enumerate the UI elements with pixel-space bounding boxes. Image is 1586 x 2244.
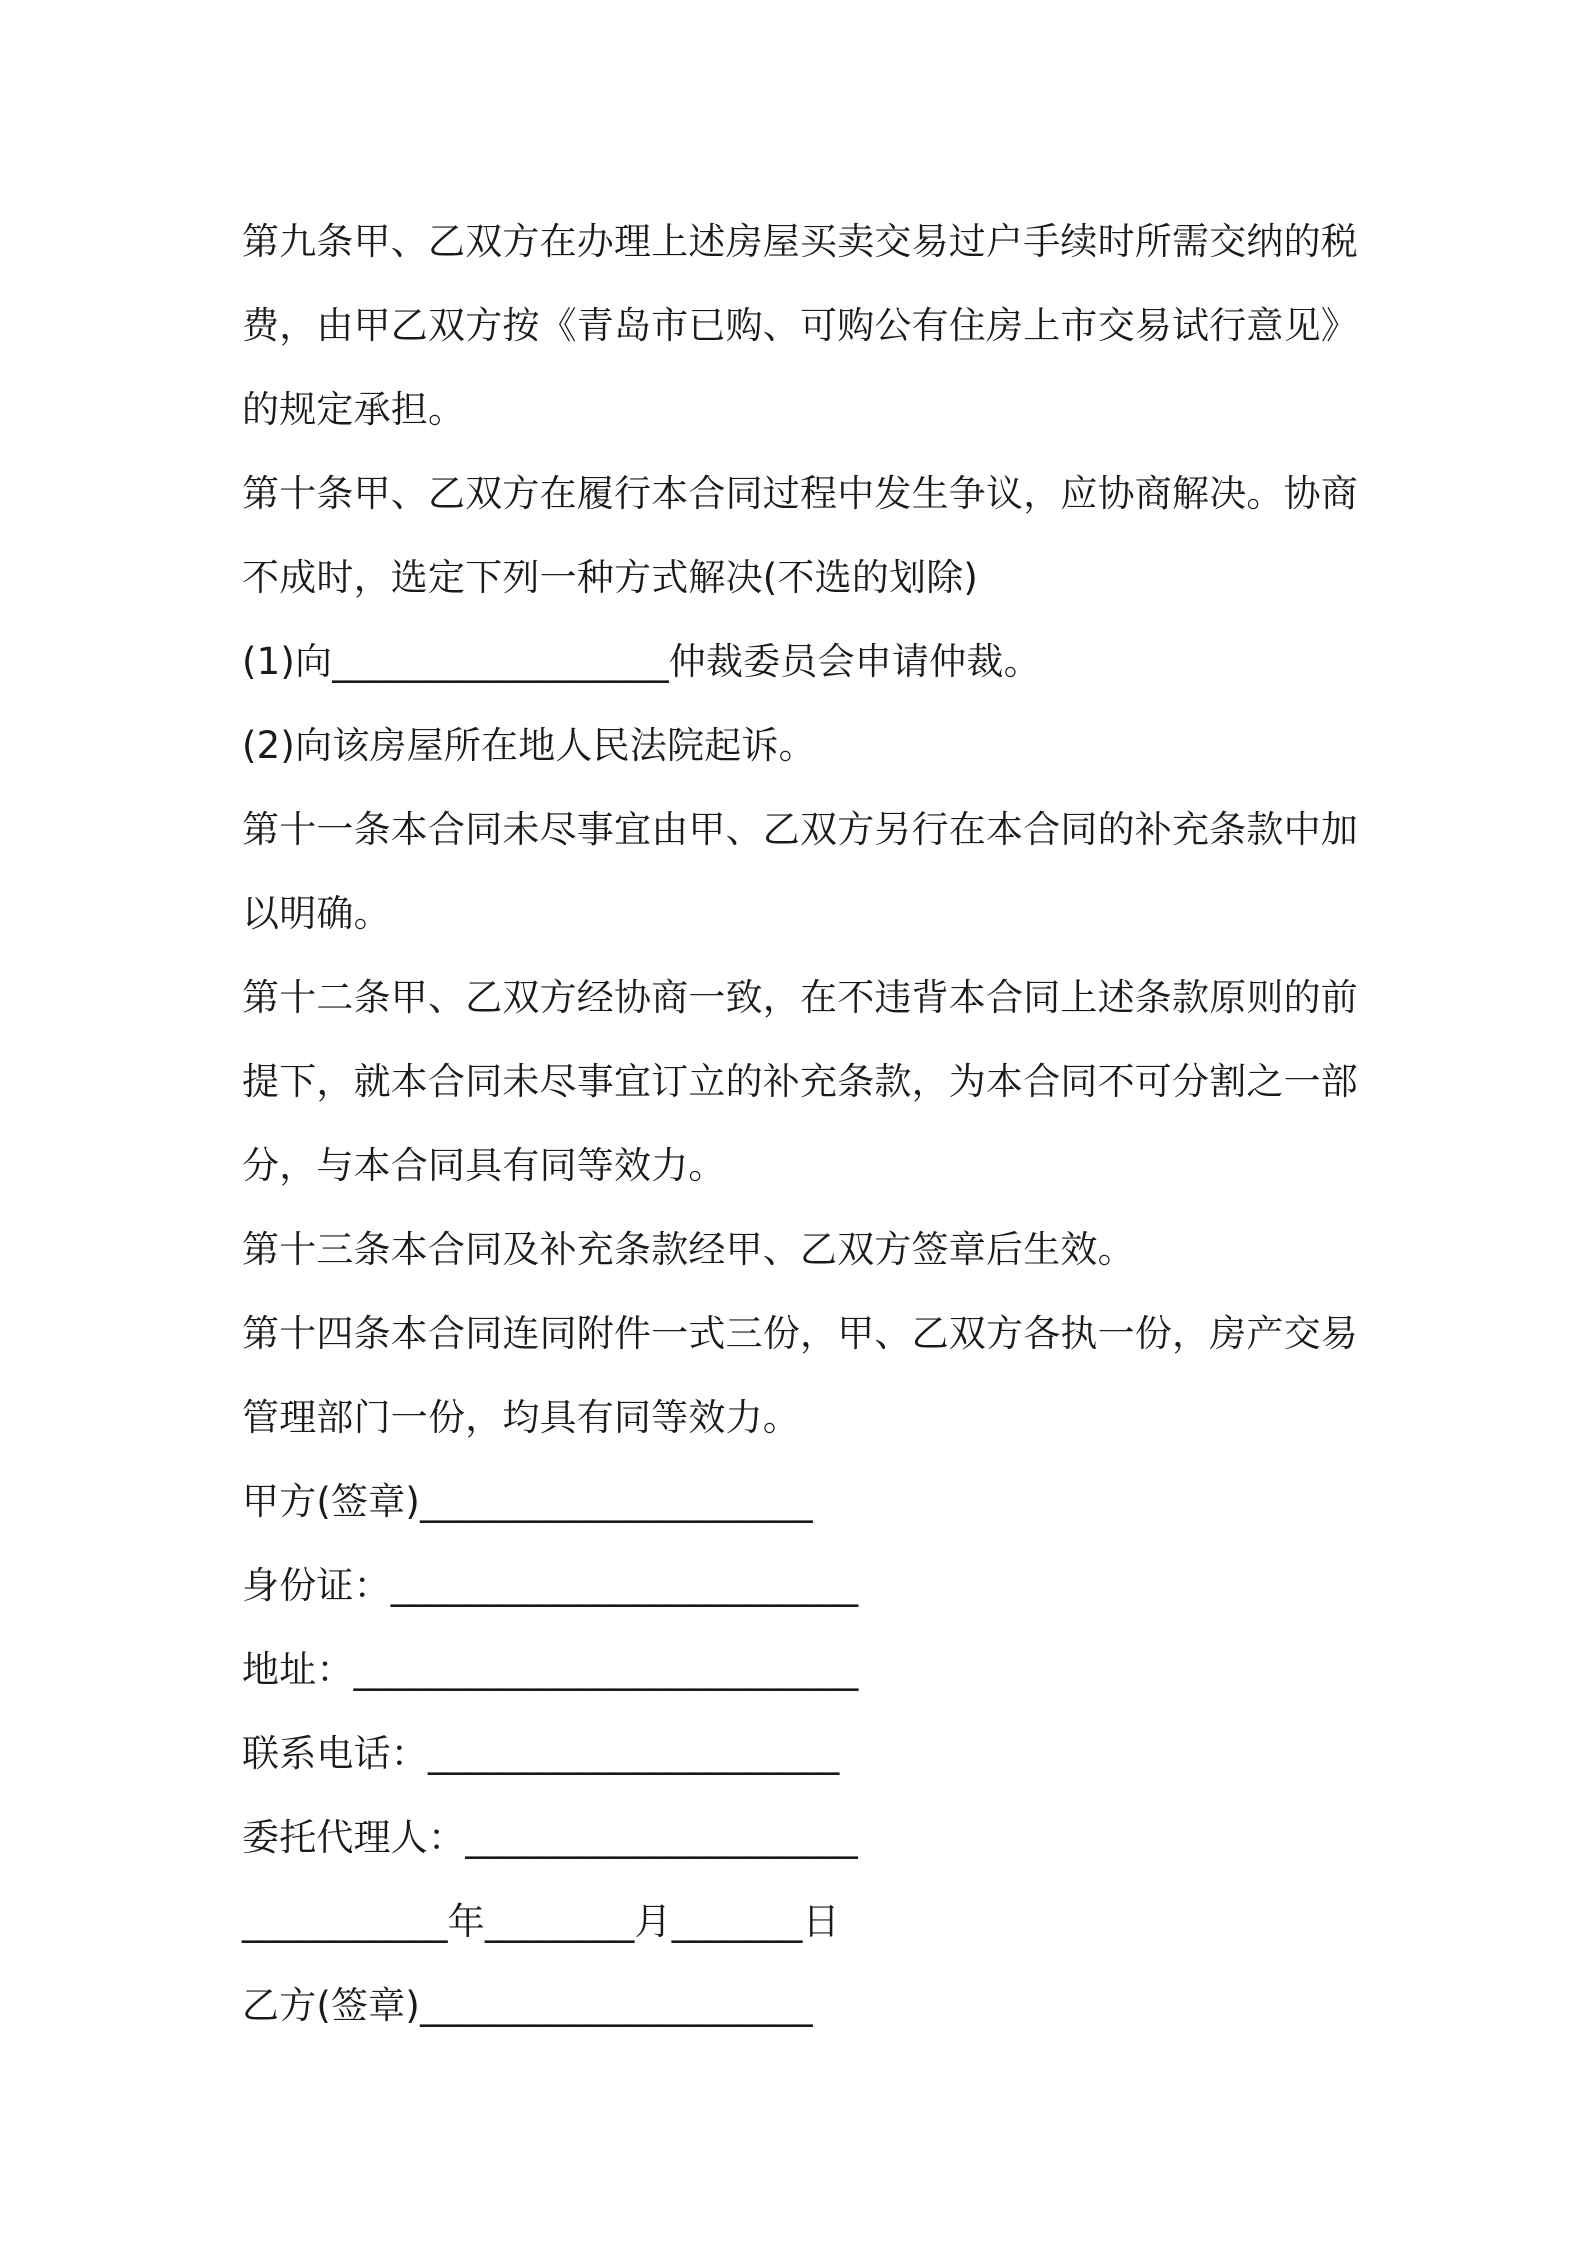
clause-9-line-3: 的规定承担。 [242, 388, 466, 431]
clause-14-line-2: 管理部门一份，均具有同等效力。 [242, 1396, 800, 1439]
clause-13: 第十三条本合同及补充条款经甲、乙双方签章后生效。 [242, 1228, 1135, 1271]
clause-12-line-1: 第十二条甲、乙双方经协商一致，在不违背本合同上述条款原则的前 [242, 976, 1358, 1019]
date-field: ___________年________月_______日 [242, 1900, 840, 1943]
clause-14-line-1: 第十四条本合同连同附件一式三份，甲、乙双方各执一份，房产交易 [242, 1312, 1358, 1355]
clause-9-line-2: 费，由甲乙双方按《青岛市已购、可购公有住房上市交易试行意见》 [242, 304, 1358, 347]
clause-10-line-1: 第十条甲、乙双方在履行本合同过程中发生争议，应协商解决。协商 [242, 472, 1358, 515]
clause-9-line-1: 第九条甲、乙双方在办理上述房屋买卖交易过户手续时所需交纳的税 [242, 220, 1358, 263]
clause-12-line-3: 分，与本合同具有同等效力。 [242, 1144, 726, 1187]
clause-11-line-2: 以明确。 [242, 892, 391, 935]
id-card-field: 身份证：_________________________ [242, 1564, 859, 1607]
clause-12-line-2: 提下，就本合同未尽事宜订立的补充条款，为本合同不可分割之一部 [242, 1060, 1358, 1103]
clause-11-line-1: 第十一条本合同未尽事宜由甲、乙双方另行在本合同的补充条款中加 [242, 808, 1358, 851]
party-a-signature: 甲方(签章)_____________________ [242, 1480, 813, 1523]
agent-field: 委托代理人：_____________________ [242, 1816, 858, 1859]
party-b-signature: 乙方(签章)_____________________ [242, 1984, 813, 2027]
address-field: 地址：___________________________ [242, 1648, 859, 1691]
clause-10-option-1: (1)向__________________仲裁委员会申请仲裁。 [242, 640, 1041, 683]
clause-10-option-2: (2)向该房屋所在地人民法院起诉。 [242, 724, 816, 767]
document-body [242, 200, 1362, 2048]
clause-10-line-2: 不成时，选定下列一种方式解决(不选的划除) [242, 556, 979, 599]
phone-field: 联系电话：______________________ [242, 1732, 840, 1775]
